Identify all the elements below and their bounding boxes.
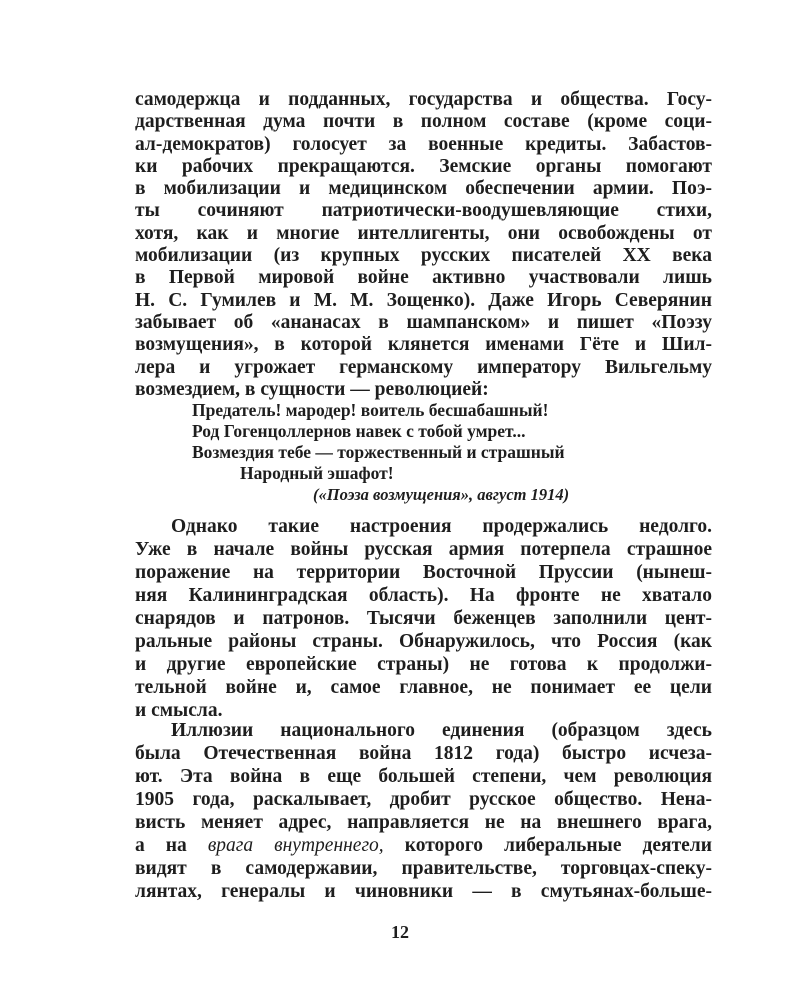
text-line: мобилизации (из крупных русских писателей XX века bbox=[135, 245, 712, 266]
text-line: в мобилизации и медицинском обеспечении армии. Поэ- bbox=[135, 178, 712, 199]
text-line: 1905 года, раскалывает, дробит русское общество. Нена- bbox=[135, 789, 712, 810]
poem-line: Народный эшафот! bbox=[240, 463, 394, 483]
text-line: забывает об «ананасах в шампанском» и пишет «Поэзу bbox=[135, 312, 712, 333]
text-line: поражение на территории Восточной Пруссии (нынеш- bbox=[135, 562, 712, 583]
text-segment: которого либеральные деятели bbox=[383, 835, 712, 856]
text-line: няя Калининградская область). На фронте не хватало bbox=[135, 585, 712, 606]
text-line: ты сочиняют патриотически-воодушевляющие стихи, bbox=[135, 200, 712, 221]
poem-line: Возмездия тебе — торжественный и страшный bbox=[192, 442, 565, 462]
poem-line: Род Гогенцоллернов навек с тобой умрет... bbox=[192, 421, 526, 441]
text-line: хотя, как и многие интеллигенты, они освобождены от bbox=[135, 223, 712, 244]
text-line: дарственная дума почти в полном составе (кроме соци- bbox=[135, 111, 712, 132]
text-line: самодержца и подданных, государства и общества. Госу- bbox=[135, 89, 712, 110]
text-line: ал-демократов) голосует за военные кредиты. Забастов- bbox=[135, 134, 712, 155]
text-line: тельной войне и, самое главное, не понимает ее цели bbox=[135, 677, 712, 698]
text-line bbox=[135, 835, 712, 857]
text-line: в Первой мировой войне активно участвовали лишь bbox=[135, 267, 712, 288]
text-line: возмущения», в которой клянется именами Гёте и Шил- bbox=[135, 334, 712, 355]
text-segment: а на bbox=[135, 835, 208, 856]
text-line: Уже в начале войны русская армия потерпела страшное bbox=[135, 539, 712, 560]
poem-line: Предатель! мародер! воитель бесшабашный! bbox=[192, 400, 549, 420]
text-line: лянтах, генералы и чиновники — в смутьянах-больше- bbox=[135, 881, 712, 902]
page-number: 12 bbox=[391, 922, 409, 942]
text-line: ки рабочих прекращаются. Земские органы помогают bbox=[135, 156, 712, 177]
text-line: снарядов и патронов. Тысячи беженцев заполнили цент- bbox=[135, 608, 712, 629]
text-line: ральные районы страны. Обнаружилось, что Россия (как bbox=[135, 631, 712, 652]
text-line: ют. Эта война в еще большей степени, чем революция bbox=[135, 766, 712, 787]
text-line: Иллюзии национального единения (образцом здесь bbox=[171, 720, 712, 741]
text-line: висть меняет адрес, направляется не на внешнего врага, bbox=[135, 812, 712, 833]
italic-emphasis: врага внутреннего, bbox=[207, 835, 384, 856]
text-line: Однако такие настроения продержались недолго. bbox=[171, 516, 712, 537]
text-line: и смысла. bbox=[135, 700, 223, 721]
text-line: Н. С. Гумилев и М. М. Зощенко). Даже Игорь Северянин bbox=[135, 290, 712, 311]
poem-source: («Поэза возмущения», август 1914) bbox=[313, 485, 570, 504]
text-line: видят в самодержавии, правительстве, торговцах-спеку- bbox=[135, 858, 712, 879]
text-line: лера и угрожает германскому императору Вильгельму bbox=[135, 357, 712, 378]
text-line: и другие европейские страны) не готова к продолжи- bbox=[135, 654, 712, 675]
text-line: была Отечественная война 1812 года) быстро исчеза- bbox=[135, 743, 712, 764]
text-line: возмездием, в сущности — революцией: bbox=[135, 379, 489, 400]
